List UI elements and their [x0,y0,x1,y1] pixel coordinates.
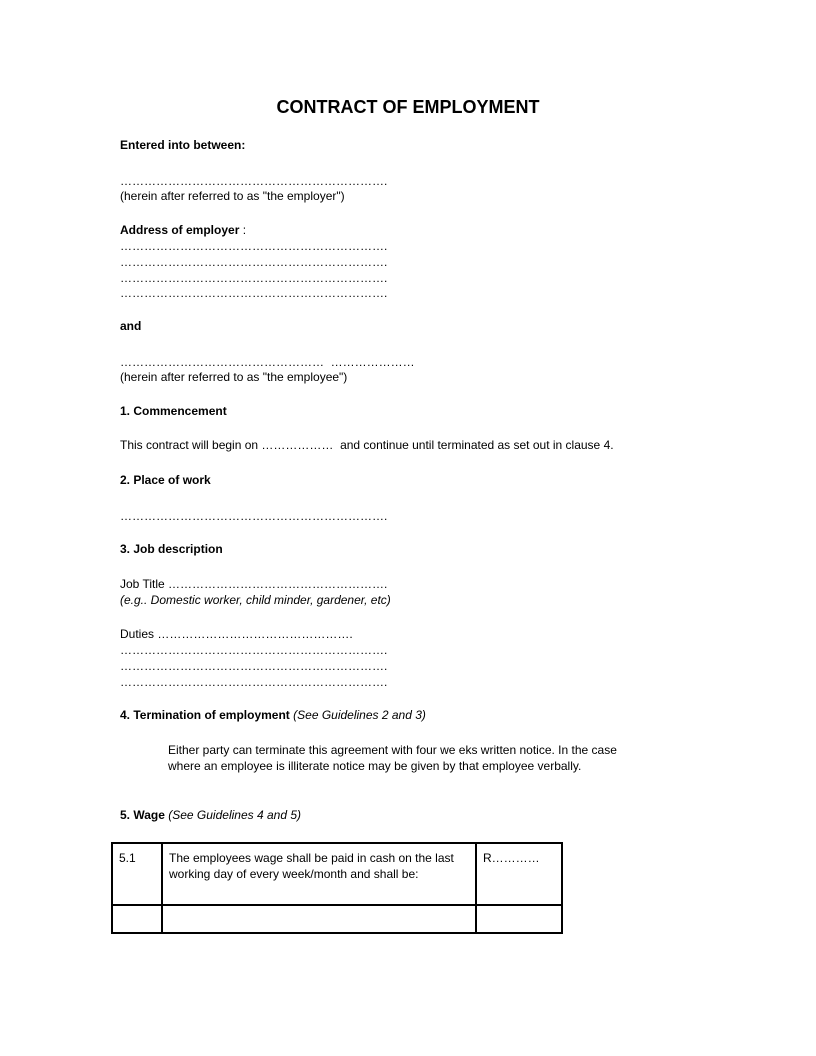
section-4-text: Either party can terminate this agreement with four we eks written notice. In the case where an employee is illiterate notice may be given by that employee verbally. [168,743,617,773]
address-colon: : [239,223,247,237]
job-title-example: (e.g.. Domestic worker, child minder, gardener, etc) [120,593,391,607]
employer-reference: (herein after referred to as "the employer") [120,189,345,203]
section-4-heading-line [120,708,426,722]
empty-cell [162,905,476,933]
table-row [112,905,562,933]
document-title: CONTRACT OF EMPLOYMENT [276,97,540,117]
and-label: and [120,319,142,333]
job-title-line: Job Title ………………………………………………. [120,577,388,591]
address-heading [120,223,246,237]
entered-into-label: Entered into between: [120,138,246,152]
section-4-guideline: (See Guidelines 2 and 3) [289,708,426,722]
wage-table [111,842,563,934]
table-row [112,843,562,905]
section-1-text: This contract will begin on ……………… and continue until terminated as set out in clause 4. [120,438,614,452]
wage-amount-blank: R………… [476,843,562,905]
address-blank-line: …………………………………………………………. [120,286,388,300]
place-of-work-blank: …………………………………………………………. [120,509,388,523]
duties-blank-line: …………………………………………………………. [120,675,388,689]
address-label: Address of employer [120,223,240,237]
wage-clause-number: 5.1 [112,843,162,905]
duties-blank-line: …………………………………………………………. [120,659,388,673]
section-1-heading: 1. Commencement [120,404,227,418]
section-5-heading-line [120,808,301,822]
section-2-heading: 2. Place of work [120,473,211,487]
section-4-heading: 4. Termination of employment [120,708,290,722]
section-5-guideline: (See Guidelines 4 and 5) [164,808,301,822]
address-blank-line: …………………………………………………………. [120,255,388,269]
section-3-heading: 3. Job description [120,542,223,556]
address-blank-line: …………………………………………………………. [120,271,388,285]
employee-reference: (herein after referred to as "the employee") [120,370,348,384]
empty-cell [476,905,562,933]
employer-name-blank: …………………………………………………………. [120,174,388,188]
duties-blank-line: …………………………………………………………. [120,643,388,657]
wage-clause-text: The employees wage shall be paid in cash on the last working day of every week/month and shall be: [162,843,476,905]
section-5-heading: 5. Wage [120,808,165,822]
empty-cell [112,905,162,933]
duties-line: Duties …………………………………………. [120,627,353,641]
address-blank-line: …………………………………………………………. [120,239,388,253]
employee-name-blank: …………………………………………… ………………… [120,355,415,369]
